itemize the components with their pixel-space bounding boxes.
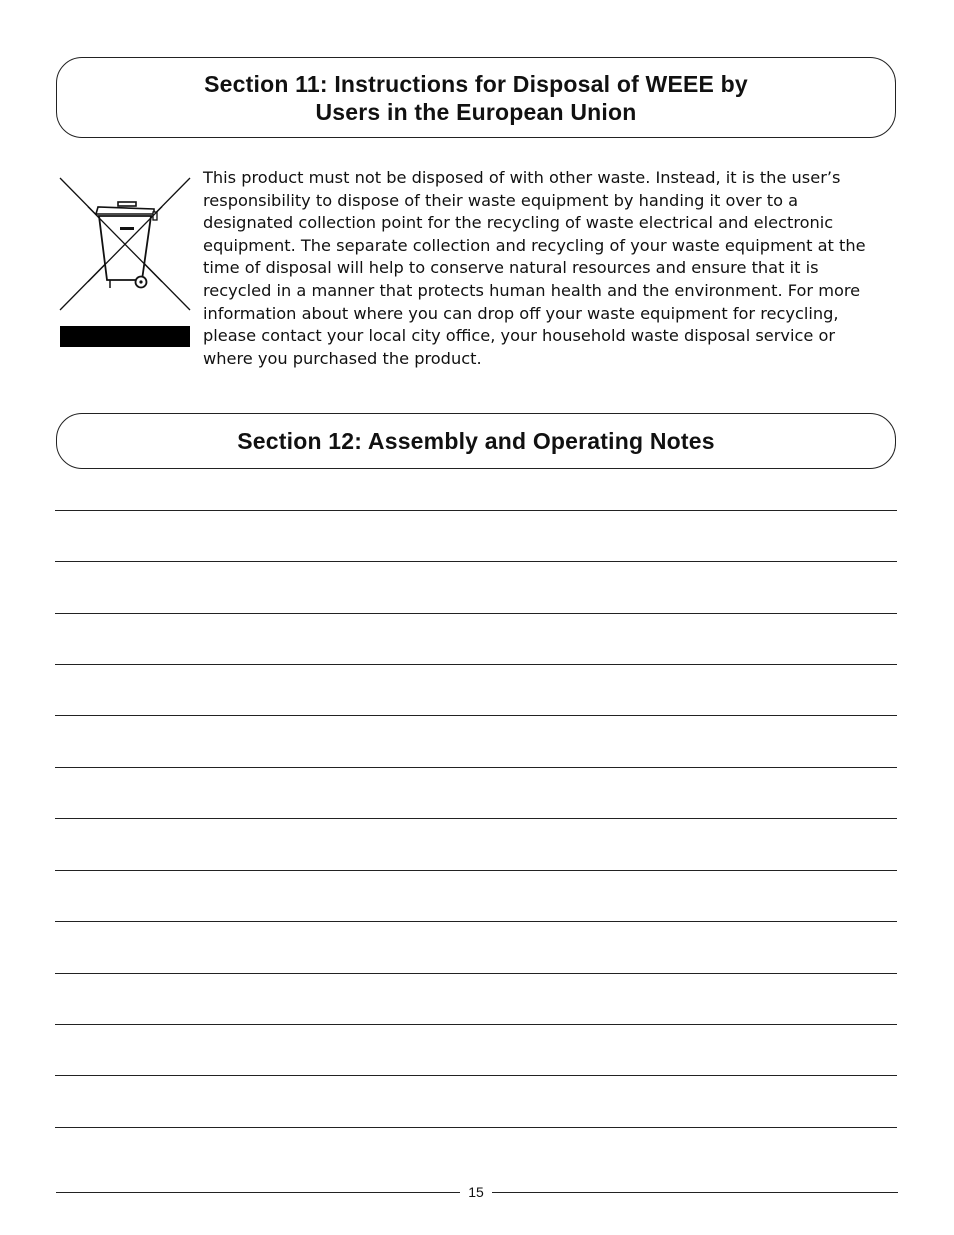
crossed-out-wheelie-bin-icon: [58, 176, 192, 348]
weee-disposal-text: This product must not be disposed of with other waste. Instead, it is the user’s responsibility to dispose of their waste equipment by handing it over to a designated collection point for the recycling of waste electrical and electronic equipment. The separate collection and recycling of your waste equipment at the time of disposal will help to conserve natural resources and ensure that it is recycled in a manner that protects human health and the environment. For more information about where you can drop off your waste equipment for recycling, please contact your local city office, your household waste disposal service or where you purchased the product.: [203, 168, 866, 368]
section-11-header: [56, 57, 896, 138]
note-line: [55, 973, 897, 974]
note-line: [55, 561, 897, 562]
note-line: [55, 818, 897, 819]
section-11-title: [204, 70, 748, 126]
note-line: [55, 715, 897, 716]
footer-rule-left: [56, 1192, 460, 1193]
section-11-title-line2: Users in the European Union: [315, 98, 637, 125]
page-number: 15: [468, 1184, 484, 1200]
footer-rule-right: [492, 1192, 898, 1193]
section-12-header: [56, 413, 896, 469]
note-line: [55, 510, 897, 511]
section-11-title-line1: Section 11: Instructions for Disposal of WEEE by: [204, 70, 748, 97]
note-line: [55, 613, 897, 614]
note-line: [55, 664, 897, 665]
note-line: [55, 767, 897, 768]
note-line: [55, 921, 897, 922]
note-line: [55, 1024, 897, 1025]
note-line: [55, 870, 897, 871]
note-line: [55, 1075, 897, 1076]
note-line: [55, 1127, 897, 1128]
section-12-title: Section 12: Assembly and Operating Notes: [237, 428, 715, 454]
